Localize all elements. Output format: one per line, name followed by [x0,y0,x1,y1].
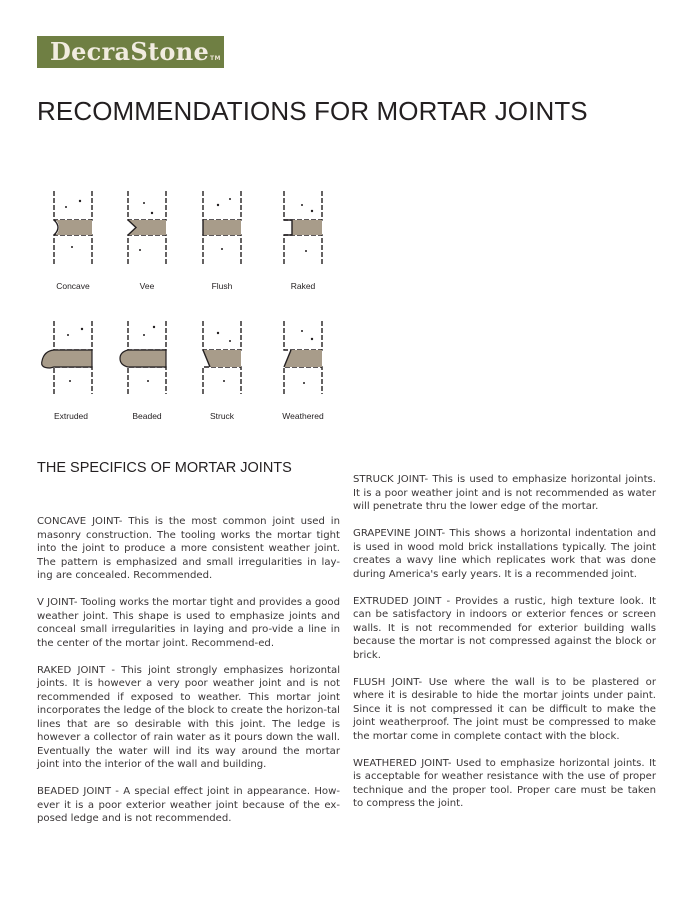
label-struck: Struck [209,411,235,421]
mortar-joint-diagrams [40,185,340,425]
paragraph-raked-joint: RAKED JOINT - This joint strongly emphasizes horizontal joints. It is however a very poor weather joint and is not recommended if exposed to weather. This mortar joint incorporates the ledge of the block to create the horizon-tal lines that are so desirable with this joint. The ledge is however a collector of rain water as it pours down the wall. Eventually the water will ind its way around the mortar joint into the interior of the wall and building. [37,664,340,770]
logo-trademark: TM [210,55,221,62]
paragraph-beaded-joint: BEADED JOINT - A special effect joint in appearance. How-ever it is a poor exterior weather joint because of the ex-posed ledge and is not recommended. [37,786,340,824]
left-text-column [37,515,340,839]
diagram-struck [203,321,241,421]
label-flush: Flush [211,281,233,291]
label-raked: Raked [290,281,316,291]
paragraph-grapevine-joint: GRAPEVINE JOINT- This shows a horizontal indentation and is used in wood mold brick installations typically. The joint creates a wavy line which replicates work that was done during America's early years. It is a recommended joint. [353,528,656,580]
paragraph-extruded-joint: EXTRUDED JOINT - Provides a rustic, high texture look. It can be satisfactory in indoors or exterior fences or screen walls. It is not recommended for exterior building walls because the mortar is not compressed against the block or brick. [353,595,656,661]
right-text-column [353,473,656,824]
diagram-flush [203,191,241,291]
page-title: RECOMMENDATIONS FOR MORTAR JOINTS [37,96,588,126]
paragraph-struck-joint: STRUCK JOINT- This is used to emphasize horizontal joints. It is a poor weather joint and is not recommended as water will penetrate thru the lower edge of the mortar. [353,474,656,512]
diagram-beaded [120,321,166,421]
section-heading: THE SPECIFICS OF MORTAR JOINTS [37,460,292,476]
label-beaded: Beaded [132,411,162,421]
paragraph-flush-joint: FLUSH JOINT- Use where the wall is to be plastered or where it is desirable to hide the mortar joints under paint. Since it is not compressed it can be difficult to make the joint weatherproof. The joint must be compressed to make the mortar come in complete contact with the block. [353,676,656,742]
decrastone-logo [37,36,224,68]
label-extruded: Extruded [53,411,89,421]
paragraph-weathered-joint: WEATHERED JOINT- Used to emphasize horizontal joints. It is acceptable for weather resistance with the use of proper technique and the proper tool. Proper care must be taken to compress the joint. [353,757,656,809]
diagram-weathered [282,321,324,421]
diagram-raked [284,191,322,291]
paragraph-concave-joint: CONCAVE JOINT- This is the most common joint used in masonry construction. The tooling works the mortar tight into the joint to produce a more consistent weather joint. The pattern is emphasized and small irregularities in lay-ing are concealed. Recommended. [37,516,340,581]
logo-text-stone: Stone [130,37,210,66]
label-concave: Concave [56,281,90,291]
logo-text-decra: Decra [50,37,131,66]
diagram-extruded [42,321,92,421]
label-vee: Vee [139,281,155,291]
diagram-concave [54,191,92,291]
paragraph-v-joint: V JOINT- Tooling works the mortar tight and provides a good weather joint. This shape is used to emphasize joints and conceal small irregularities in laying and pro-vide a line in the center of the mortar joint. Recommend-ed. [37,597,340,649]
joint-diagrams-svg [40,185,340,425]
diagram-vee [128,191,166,291]
label-weathered: Weathered [282,411,324,421]
